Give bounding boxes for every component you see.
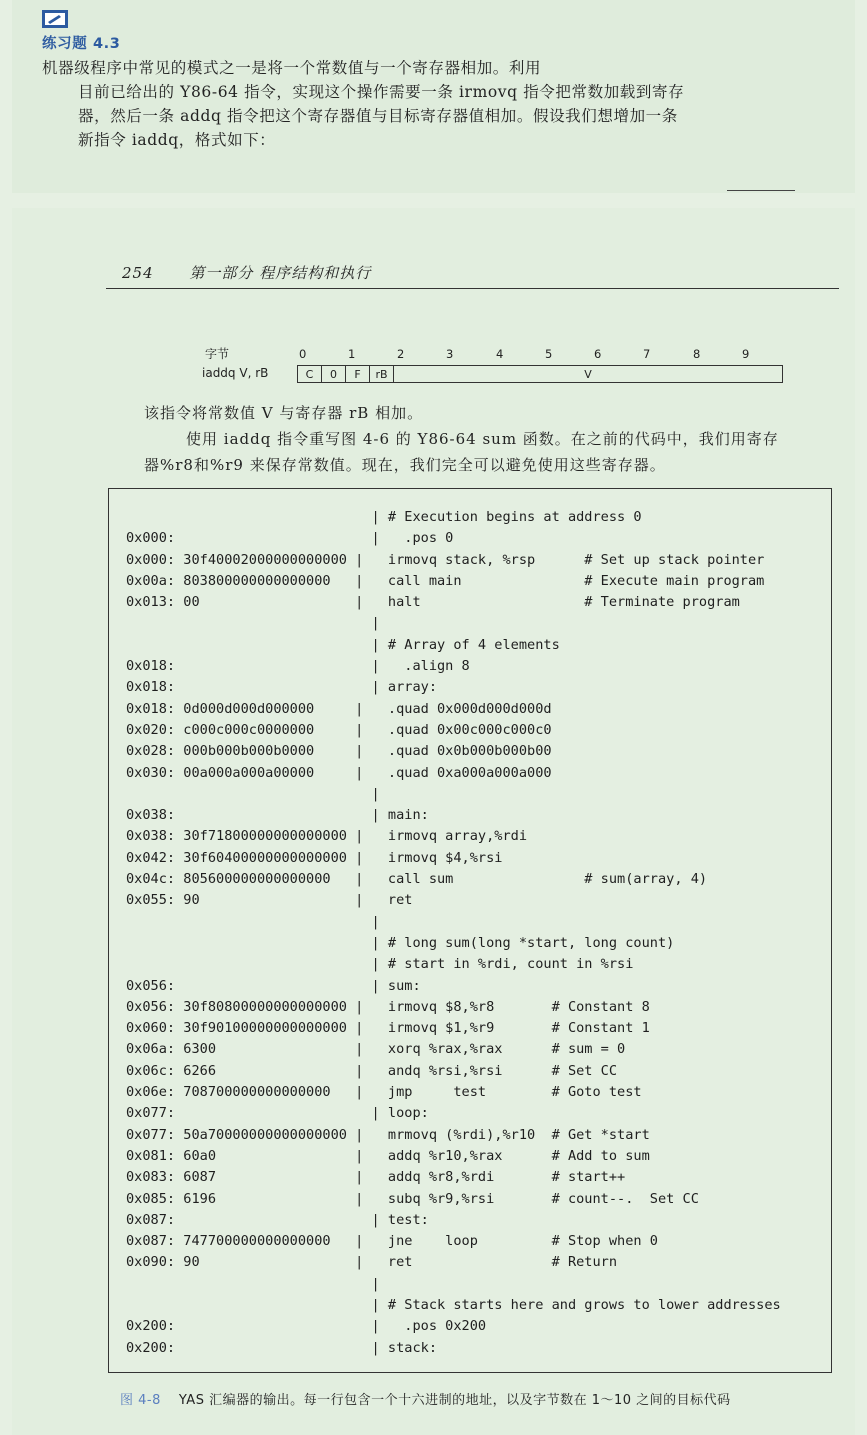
code-line: 0x056: | sum: — [126, 977, 421, 994]
exercise-line: 器，然后一条 addq 指令把这个寄存器值与目标寄存器值相加。假设我们想增加一条 — [78, 107, 678, 125]
byte-number: 9 — [742, 347, 750, 361]
code-line: | — [126, 913, 380, 930]
page-header — [122, 262, 371, 283]
code-line: 0x200: | .pos 0x200 — [126, 1318, 487, 1335]
header-rule — [106, 288, 839, 289]
bytes-label: 字节 — [205, 347, 230, 361]
description-paragraph: 该指令将常数值 V 与寄存器 rB 相加。 — [144, 404, 424, 422]
field-ifun: 0 — [321, 365, 346, 383]
code-line: 0x028: 000b000b000b0000 | .quad 0x0b000b000b00 — [126, 743, 552, 760]
code-line: 0x055: 90 | ret — [126, 892, 413, 909]
code-line: 0x038: | main: — [126, 807, 429, 824]
code-line: 0x087: | test: — [126, 1211, 429, 1228]
byte-number: 6 — [594, 347, 602, 361]
field-value: V — [393, 365, 783, 383]
pencil-book-icon — [42, 10, 68, 28]
code-line: 0x200: | stack: — [126, 1339, 437, 1356]
task-line: 器%r8和%r9 来保存常数值。现在，我们完全可以避免使用这些寄存器。 — [144, 456, 666, 474]
code-line: 0x087: 747700000000000000 | jne loop # Stop when 0 — [126, 1233, 658, 1250]
field-icode: C — [297, 365, 322, 383]
exercise-line: 新指令 iaddq，格式如下： — [78, 131, 276, 149]
code-line: | # long sum(long *start, long count) — [126, 934, 675, 951]
page-number: 254 — [122, 264, 154, 282]
figure-caption — [120, 1389, 731, 1408]
byte-number: 4 — [496, 347, 504, 361]
field-ra: F — [345, 365, 370, 383]
field-rb: rB — [369, 365, 394, 383]
section-title: 第一部分 程序结构和执行 — [189, 264, 372, 282]
code-line: 0x077: 50a70000000000000000 | mrmovq (%rdi),%r10 # Get *start — [126, 1126, 650, 1143]
code-line: 0x077: | loop: — [126, 1105, 429, 1122]
divider-rule — [727, 190, 795, 191]
figure-number: 图 4-8 — [120, 1393, 161, 1408]
code-line: 0x090: 90 | ret # Return — [126, 1254, 618, 1271]
code-line: | — [126, 615, 380, 632]
code-line: 0x06c: 6266 | andq %rsi,%rsi # Set CC — [126, 1062, 618, 1079]
code-line: | — [126, 1275, 380, 1292]
code-line: 0x018: 0d000d000d000000 | .quad 0x000d000d000d — [126, 700, 552, 717]
code-line: 0x060: 30f90100000000000000 | irmovq $1,%r9 # Constant 1 — [126, 1020, 650, 1037]
code-line: 0x020: c000c000c0000000 | .quad 0x00c000c000c0 — [126, 721, 552, 738]
code-line: 0x00a: 803800000000000000 | call main # Execute main program — [126, 572, 765, 589]
instruction-format — [200, 345, 800, 385]
byte-number: 3 — [446, 347, 454, 361]
byte-number: 5 — [545, 347, 553, 361]
code-line: 0x018: | .align 8 — [126, 658, 470, 675]
code-line: | # Execution begins at address 0 — [126, 509, 642, 525]
code-line: 0x030: 00a000a000a00000 | .quad 0xa000a000a000 — [126, 764, 552, 781]
code-line: 0x085: 6196 | subq %r9,%rsi # count--. Set CC — [126, 1190, 699, 1207]
task-line: 使用 iaddq 指令重写图 4-6 的 Y86-64 sum 函数。在之前的代码中，我们用寄存 — [186, 430, 779, 448]
byte-number: 2 — [397, 347, 405, 361]
code-line: 0x018: | array: — [126, 679, 437, 696]
byte-number: 0 — [299, 347, 307, 361]
code-line: 0x000: | .pos 0 — [126, 530, 454, 547]
code-line: | # Array of 4 elements — [126, 636, 560, 653]
code-line: 0x081: 60a0 | addq %r10,%rax # Add to sum — [126, 1147, 650, 1164]
code-line: | # Stack starts here and grows to lower addresses — [126, 1296, 781, 1313]
task-paragraph — [144, 426, 844, 478]
code-lines — [126, 507, 781, 1359]
code-line: 0x000: 30f40002000000000000 | irmovq stack, %rsp # Set up stack pointer — [126, 551, 765, 568]
code-line: 0x06a: 6300 | xorq %rax,%rax # sum = 0 — [126, 1041, 626, 1058]
caption-text: YAS 汇编器的输出。每一行包含一个十六进制的地址，以及字节数在 1～10 之间的目标代码 — [178, 1393, 731, 1408]
exercise-line: 机器级程序中常见的模式之一是将一个常数值与一个寄存器相加。利用 — [42, 59, 542, 77]
byte-number: 8 — [693, 347, 701, 361]
instruction-label: iaddq V, rB — [202, 366, 269, 380]
byte-number: 7 — [643, 347, 651, 361]
byte-number: 1 — [348, 347, 356, 361]
exercise-block — [42, 8, 782, 152]
code-line: 0x06e: 708700000000000000 | jmp test # Goto test — [126, 1084, 642, 1101]
code-line: 0x056: 30f80800000000000000 | irmovq $8,%r8 # Constant 8 — [126, 998, 650, 1015]
code-line: 0x013: 00 | halt # Terminate program — [126, 594, 740, 611]
code-line: 0x04c: 805600000000000000 | call sum # sum(array, 4) — [126, 871, 708, 888]
exercise-label: 练习题 4.3 — [42, 36, 121, 52]
code-line: 0x038: 30f71800000000000000 | irmovq array,%rdi — [126, 828, 528, 845]
exercise-line: 目前已给出的 Y86-64 指令，实现这个操作需要一条 irmovq 指令把常数加载到寄存 — [78, 83, 685, 101]
code-line: | — [126, 785, 380, 802]
assembly-listing — [108, 488, 832, 1373]
code-line: 0x083: 6087 | addq %r8,%rdi # start++ — [126, 1169, 626, 1186]
code-line: 0x042: 30f60400000000000000 | irmovq $4,%rsi — [126, 849, 503, 866]
code-line: | # start in %rdi, count in %rsi — [126, 956, 634, 973]
